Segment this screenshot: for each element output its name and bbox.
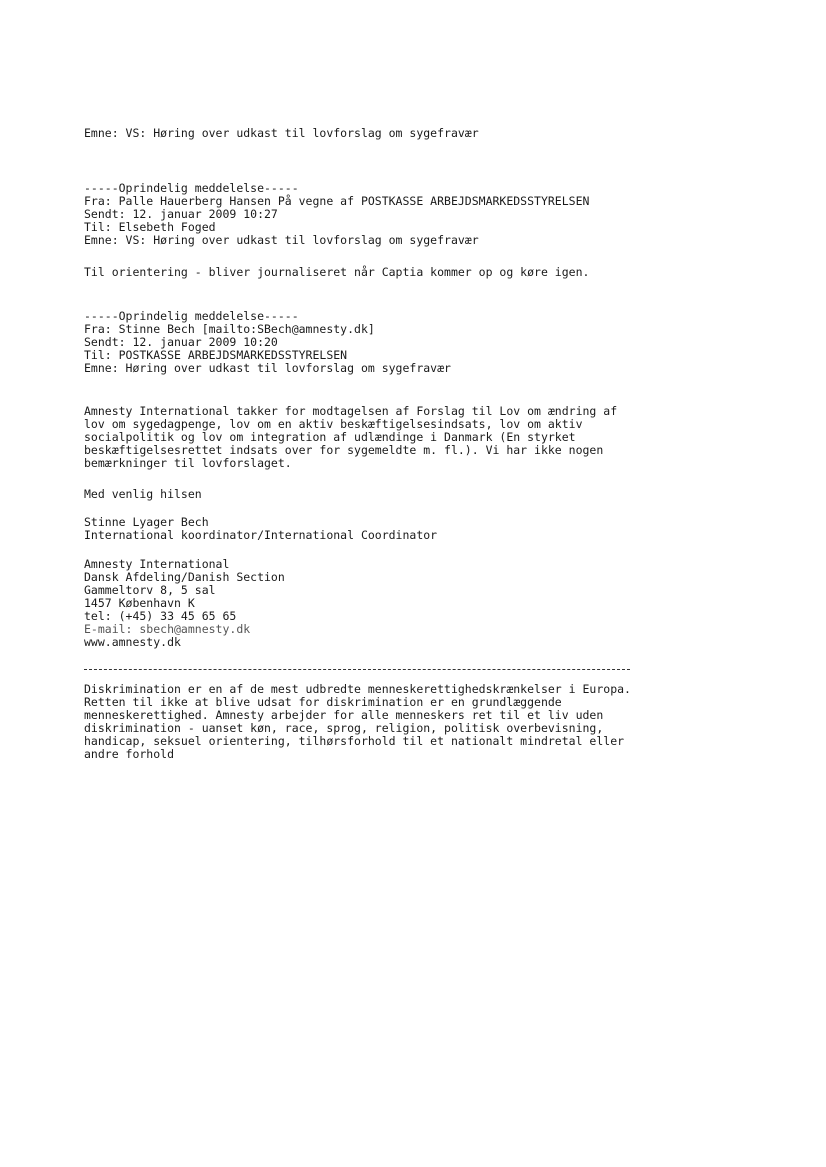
subject-line: Emne: Høring over udkast til lovforslag om sygefravær — [84, 361, 451, 375]
footer-separator — [84, 669, 630, 670]
subject-line: Emne: VS: Høring over udkast til lovforslag om sygefravær — [84, 233, 479, 247]
section: Dansk Afdeling/Danish Section — [84, 570, 285, 584]
website: www.amnesty.dk — [84, 635, 181, 649]
sender-title: International koordinator/International Coordinator — [84, 528, 438, 542]
from-line: Fra: Stinne Bech [mailto:SBech@amnesty.dk] — [84, 322, 375, 336]
email-address: E-mail: sbech@amnesty.dk — [84, 622, 251, 636]
signature-name-block — [84, 516, 437, 542]
signature-address-block — [84, 558, 285, 649]
footer-line: menneskerettighed. Amnesty arbejder for alle menneskers ret til et liv uden — [84, 708, 604, 722]
to-line: Til: Elsebeth Foged — [84, 220, 216, 234]
sender-name: Stinne Lyager Bech — [84, 515, 209, 529]
message-paragraph — [84, 405, 617, 470]
organization: Amnesty International — [84, 557, 230, 571]
sent-line: Sendt: 12. januar 2009 10:20 — [84, 335, 278, 349]
address-street: Gammeltorv 8, 5 sal — [84, 583, 216, 597]
forward-separator: -----Oprindelig meddelelse----- — [84, 181, 299, 195]
phone: tel: (+45) 33 45 65 65 — [84, 609, 237, 623]
footer-line: Diskrimination er en af de mest udbredte menneskerettighedskrænkelser i Europa. — [84, 682, 631, 696]
footer-line: diskrimination - uanset køn, race, sprog, religion, politisk overbevisning, — [84, 721, 604, 735]
sent-line: Sendt: 12. januar 2009 10:27 — [84, 207, 278, 221]
paragraph-line: lov om sygedagpenge, lov om en aktiv beskæftigelsesindsats, lov om aktiv — [84, 417, 583, 431]
footer-line: andre forhold — [84, 747, 175, 761]
paragraph-line: bemærkninger til lovforslaget. — [84, 456, 292, 470]
forward-note: Til orientering - bliver journaliseret når Captia kommer op og køre igen. — [84, 265, 590, 279]
paragraph-line: beskæftigelsesrettet indsats over for sygemeldte m. fl.). Vi har ikke nogen — [84, 443, 604, 457]
greeting: Med venlig hilsen — [84, 487, 202, 501]
paragraph-line: socialpolitik og lov om integration af udlændinge i Danmark (En styrket — [84, 430, 576, 444]
footer-line: handicap, seksuel orientering, tilhørsforhold til et nationalt mindretal eller — [84, 734, 625, 748]
email-subject-line: Emne: VS: Høring over udkast til lovforslag om sygefravær — [84, 126, 479, 140]
footer-line: Retten til ikke at blive udsat for diskrimination er en grundlæggende — [84, 695, 562, 709]
from-line: Fra: Palle Hauerberg Hansen På vegne af POSTKASSE ARBEJDSMARKEDSSTYRELSEN — [84, 194, 590, 208]
address-city: 1457 København K — [84, 596, 195, 610]
forward-separator: -----Oprindelig meddelelse----- — [84, 309, 299, 323]
paragraph-line: Amnesty International takker for modtagelsen af Forslag til Lov om ændring af — [84, 404, 618, 418]
to-line: Til: POSTKASSE ARBEJDSMARKEDSSTYRELSEN — [84, 348, 348, 362]
forward-header-2 — [84, 310, 451, 375]
footer-text — [84, 683, 631, 761]
forward-header-1 — [84, 182, 589, 247]
